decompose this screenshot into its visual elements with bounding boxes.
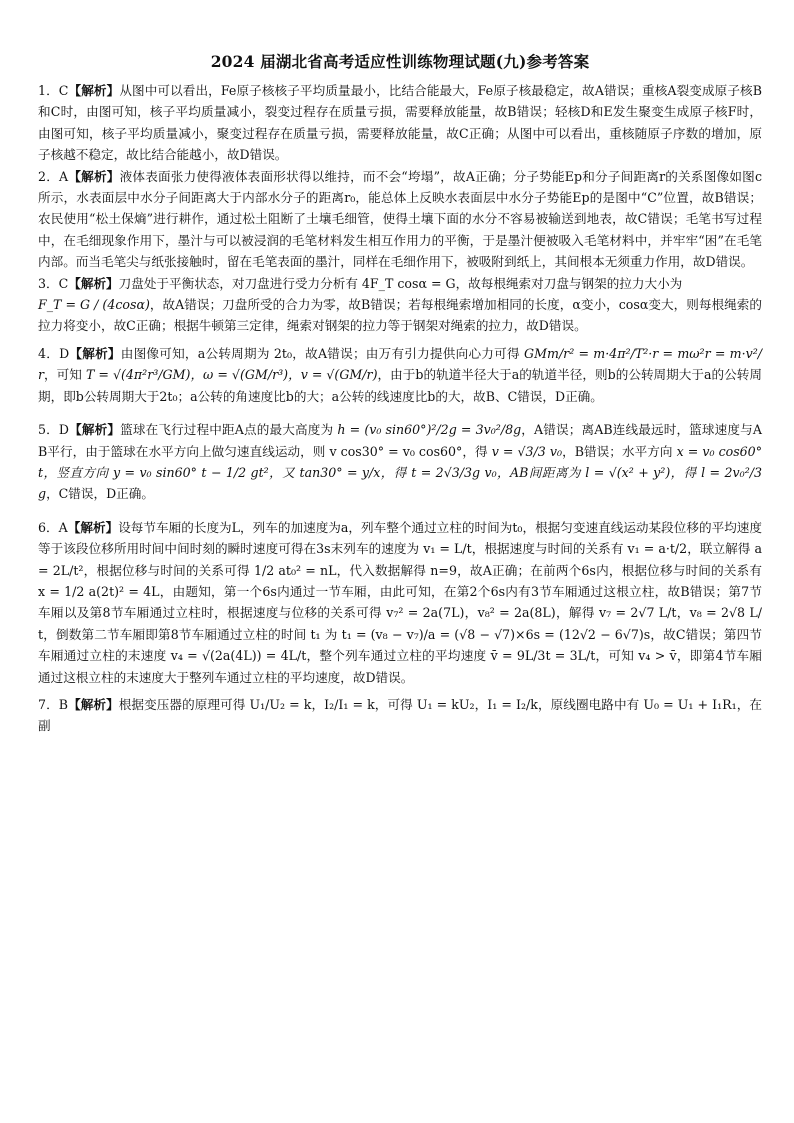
answer-5-eq3: x = v₀ cos60° t，竖直方向 y = v₀ sin60° t − 1/2 gt²，又 tan30° = y/x，得 t = 2√3/3g v₀，AB间距离为 l = √(x² + y²)，得 l = 2v₀²/3g	[38, 443, 762, 502]
answer-7	[38, 694, 762, 737]
answer-7-number: 7．B	[38, 696, 69, 712]
answer-1-tag: 【解析】	[68, 83, 120, 98]
answer-6-tag: 【解析】	[67, 519, 119, 535]
answer-6	[38, 517, 762, 688]
answer-2-text: 液体表面张力使得液体表面形状得以维持，而不会“垮塌”，故A正确；分子势能Ep和分子间距离r的关系图像如图c所示，水表面层中水分子间距离大于内部水分子的距离r₀，能总体上反映水表面层中水分子势能Ep的是图中“C”位置，故B错误；农民使用“松土保熵”进行耕作，通过松土阻断了土壤毛细管，使得土壤下面的水分不容易被输送到地表，故C错误；毛笔书写过程中，在毛细现象作用下，墨汁与可以被浸润的毛笔材料发生相互作用力的平衡，于是墨汁便被吸入毛笔材料中，并牢牢“困”在毛笔内部。而当毛笔尖与纸张接触时，留在毛笔表面的墨汁，同样在毛细作用下，被吸附到纸上，其间根本无须重力作用，故D错误。	[38, 168, 763, 270]
answer-4-line1: 由图像可知，a公转周期为 2t₀，故A错误；由万有引力提供向心力可得	[120, 345, 520, 361]
answer-3-line1: 刀盘处于平衡状态，对刀盘进行受力分析有 4F_T cosα = G，故每根绳索对刀盘与钢架的拉力大小为	[118, 275, 683, 291]
answer-3-number: 3．C	[38, 275, 69, 291]
answer-5-line4: ，C错误，D正确。	[46, 486, 154, 502]
answer-2	[38, 166, 762, 273]
answer-3-tag: 【解析】	[68, 275, 119, 291]
page-title: 2024 届湖北省高考适应性训练物理试题(九)参考答案	[210, 52, 590, 71]
answer-6-text2: t₁ = (v₈ − v₇)/a = (√8 − √7)×6s = (12√2 − 6√7)s，故C错误；第四节车厢通过立柱的末速度 v₄ = √(2a(4L)) = 4L/t，整个列车通过立柱的平均速度 v̄ = 9L/3t = 3L/t，可知 v₄ > v̄，即第4节车厢通过这根立柱的末速度大于整列车通过立柱的平均速度，故D错误。	[38, 626, 762, 685]
answer-4-eq2: T = √(4π²r³/GM)，ω = √(GM/r³)，v = √(GM/r)	[85, 367, 378, 383]
answer-5-line2: ，A错误；离AB连线最远时，篮球速度与AB平行，由于篮球在水平方向上做匀速直线运动，则 v cos30° = v₀ cos60°，得	[38, 422, 762, 459]
answer-2-number: 2．A	[38, 168, 69, 184]
answer-5-eq1: h = (v₀ sin60°)²/2g = 3v₀²/8g	[337, 422, 522, 438]
answer-3-line2: ，故A错误；刀盘所受的合力为零，故B错误；若每根绳索增加相同的长度，α变小，cosα变大，则每根绳索的拉力将变小，故C正确；根据牛顿第三定律，绳索对钢架的拉力等于钢架对绳索的拉力，故D错误。	[38, 297, 762, 334]
answer-7-text: 根据变压器的原理可得 U₁/U₂ = k，I₂/I₁ = k，可得 U₁ = kU₂，I₁ = I₂/k，原线圈电路中有 U₀ = U₁ + I₁R₁，在副	[38, 696, 762, 734]
answer-5	[38, 419, 762, 505]
answer-3-formula: F_T = G / (4cosα)	[38, 297, 150, 313]
answer-3	[38, 273, 762, 337]
answer-5-eq2: v = √3/3 v₀	[491, 443, 563, 459]
answer-4	[38, 343, 762, 407]
answer-4-tag: 【解析】	[69, 345, 121, 361]
answer-5-tag: 【解析】	[69, 422, 121, 438]
answer-4-eq1: GMm/r² = m·4π²/T²·r = mω²r = m·v²/r	[38, 345, 762, 383]
answer-1-number: 1．C	[38, 83, 69, 98]
answer-6-text1: 设每节车厢的长度为L，列车的加速度为a，列车整个通过立柱的时间为t₀，根据匀变速直线运动某段位移的平均速度等于该段位移所用时间中间时刻的瞬时速度可得在3s末列车的速度为 v₁ = L/t，根据速度与时间的关系有 v₁ = a·t/2，联立解得 a = 2L/t²，根据位移与时间的关系可得 1/2 at₀² = nL，代入数据解得 n=9，故A正确；在前两个6s内，根据位移与时间的关系有 x = 1/2 a(2t)² = 4L，由题知，第一个6s内通过一节车厢，由此可知，在第2个6s内有3节车厢通过这根立柱，故B错误；第7节车厢以及第8节车厢通过立柱时，根据速度与位移的关系可得 v₇² = 2a(7L)，v₈² = 2a(8L)，解得 v₇ = 2√7 L/t，v₈ = 2√8 L/t，倒数第二节车厢即第8节车厢通过立柱的时间 t₁ 为	[38, 519, 763, 642]
answer-6-number: 6．A	[38, 519, 68, 535]
answer-5-line1: 篮球在飞行过程中距A点的最大高度为	[120, 422, 334, 438]
answer-4-number: 4．D	[38, 345, 70, 361]
answer-7-tag: 【解析】	[68, 696, 119, 712]
answer-sheet	[38, 50, 762, 737]
answer-4-line2: ，可知	[44, 367, 82, 383]
answer-2-tag: 【解析】	[68, 168, 120, 184]
answer-4-line3: ，由于b的轨道半径大于a的轨道半径，则b的公转周期大于a的公转周期，即b公转周期大于2t₀；a公转的角速度比b的大；a公转的线速度比b的大，故B、C错误，D正确。	[38, 367, 763, 404]
answer-1	[38, 80, 762, 166]
answer-5-number: 5．D	[38, 422, 69, 438]
answer-1-text: 从图中可以看出，Fe原子核核子平均质量最小，比结合能最大，Fe原子核最稳定，故A错误；重核A裂变成原子核B和C时，由图可知，核子平均质量减小，裂变过程存在质量亏损，需要释放能量，故B错误；轻核D和E发生聚变生成原子核F时，由图可知，核子平均质量减小，聚变过程存在质量亏损，需要释放能量，故C正确；从图中可以看出，重核随原子序数的增加，原子核越不稳定，故比结合能越小，故D错误。	[38, 83, 763, 163]
answer-5-line3: ，B错误；水平方向	[562, 443, 673, 459]
